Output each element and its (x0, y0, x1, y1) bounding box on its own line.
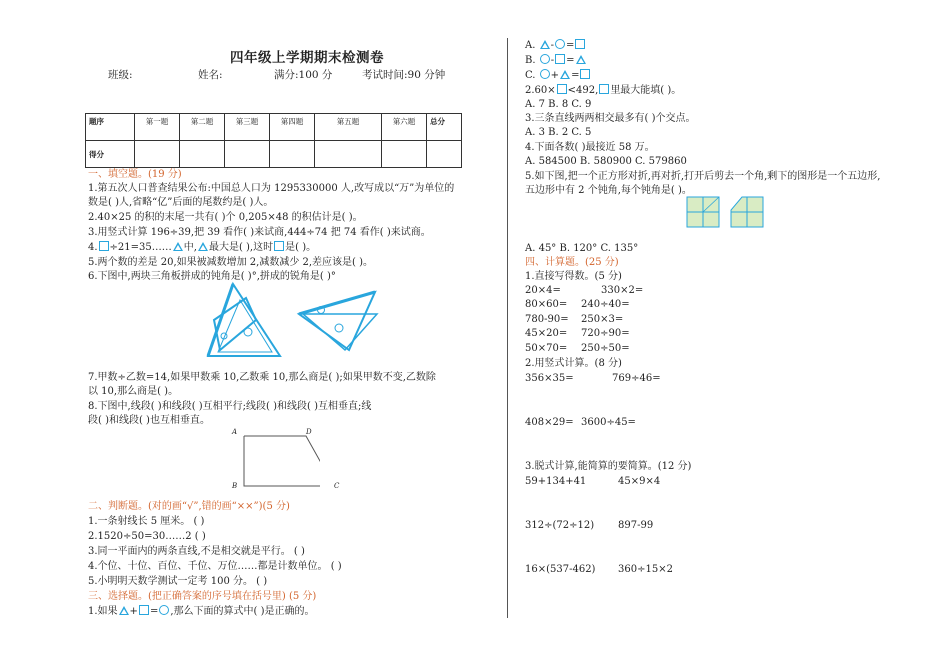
vertical-calc: 408×29= (525, 417, 574, 428)
score-input-cell[interactable] (135, 141, 180, 168)
point-label-b: B (232, 482, 238, 490)
square-icon (555, 54, 565, 64)
direct-calc: 720÷90= (581, 328, 630, 339)
q1-line2: 数是( )人,省略“亿”后面的尾数约是( )人。 (88, 197, 274, 208)
choice-q2 (525, 84, 681, 98)
calc-sub1: 1.直接写得数。(5 分) (525, 271, 622, 282)
score-cell: 第六题 (382, 114, 427, 141)
direct-calc: 45×20= (525, 328, 568, 339)
q1-line1: 1.第五次人口普查结果公布:中国总人口为 1295330000 人,改写成以“万”为单位的 (88, 183, 455, 194)
score-table-score-row (86, 141, 462, 168)
triangle-icon (576, 55, 586, 64)
judge-item: 5.小明明天数学测试一定考 100 分。 ( ) (88, 576, 268, 587)
direct-calc: 50×70= (525, 343, 568, 354)
score-cell: 第三题 (225, 114, 270, 141)
trapezoid-figure (230, 428, 320, 494)
square-icon (599, 84, 609, 94)
option-letter: A. (525, 40, 536, 51)
point-label-d: D (306, 428, 312, 436)
square-icon (580, 69, 590, 79)
score-input-cell[interactable] (225, 141, 270, 168)
q4-part: 是( )。 (285, 242, 317, 253)
square-icon (274, 241, 284, 251)
direct-calc: 250×3= (581, 314, 624, 325)
triangle-icon (198, 242, 208, 251)
score-cell: 第四题 (270, 114, 315, 141)
choice-q1-part: 1.如果 (88, 606, 118, 617)
score-input-cell[interactable] (270, 141, 315, 168)
circle-icon (540, 54, 550, 64)
stepwise-calc: 16×(537-462) (525, 564, 596, 575)
circle-icon (159, 605, 169, 615)
choice-q1 (88, 605, 315, 619)
set-square-figure-left (200, 280, 290, 362)
score-input-cell[interactable] (427, 141, 462, 168)
choice-q2-options[interactable]: A. 7 B. 8 C. 9 (525, 99, 592, 110)
choice-q1-part: ,那么下面的算式中( )是正确的。 (170, 606, 315, 617)
direct-calc: 330×2= (601, 285, 644, 296)
section2-title: 二、判断题。(对的画“√”,错的画“××”)(5 分) (88, 501, 290, 512)
q7-line2: 以 10,那么商是( )。 (88, 386, 179, 397)
section4-title: 四、计算题。(25 分) (525, 257, 619, 268)
choice-q1-option-b[interactable]: B. - = (525, 54, 587, 68)
circle-icon (555, 39, 565, 49)
circle-icon (540, 69, 550, 79)
direct-calc: 240÷40= (581, 299, 630, 310)
q4-part: 中, (183, 242, 197, 253)
score-cell: 第二题 (180, 114, 225, 141)
judge-item: 4.个位、十位、百位、千位、万位……都是计数单位。 ( ) (88, 561, 342, 572)
calc-sub3: 3.脱式计算,能简算的要简算。(12 分) (525, 461, 692, 472)
score-cell: 第五题 (315, 114, 382, 141)
choice-q5-line1: 5.如下图,把一个正方形对折,再对折,打开后剪去一个角,剩下的图形是一个五边形, (525, 171, 881, 182)
choice-q2-part: 2.60× (525, 85, 556, 96)
q8-line1: 8.下图中,线段( )和线段( )互相平行;线段( )和线段( )互相垂直;线 (88, 401, 372, 412)
score-cell: 题序 (86, 114, 135, 141)
score-input-cell[interactable] (382, 141, 427, 168)
page-title: 四年级上学期期末检测卷 (230, 50, 384, 66)
vertical-calc: 769÷46= (612, 373, 661, 384)
choice-q4-options[interactable]: A. 584500 B. 580900 C. 579860 (525, 156, 687, 167)
stepwise-calc: 897-99 (618, 520, 654, 531)
stepwise-calc: 360÷15×2 (618, 564, 673, 575)
vertical-calc: 356×35= (525, 373, 574, 384)
folded-square-figure (686, 196, 722, 228)
column-divider (507, 38, 508, 618)
score-table (85, 113, 462, 168)
q3: 3.用竖式计算 196÷39,把 39 看作( )来试商,444÷74 把 74 看作( )来试商。 (88, 227, 431, 238)
option-letter: B. (525, 55, 536, 66)
direct-calc: 780-90= (525, 314, 569, 325)
direct-calc: 20×4= (525, 285, 561, 296)
score-input-cell[interactable] (180, 141, 225, 168)
cut-pentagon-figure (730, 196, 766, 228)
q8-line2: 段( )和线段( )也互相垂直。 (88, 415, 210, 426)
q4 (88, 241, 316, 255)
triangle-icon (173, 242, 183, 251)
score-cell: 得分 (86, 141, 135, 168)
score-cell: 总分 (427, 114, 462, 141)
judge-item: 2.1520÷50=30……2 ( ) (88, 531, 206, 542)
judge-item: 1.一条射线长 5 厘米。 ( ) (88, 516, 205, 527)
direct-calc: 80×60= (525, 299, 568, 310)
judge-item: 3.同一平面内的两条直线,不是相交就是平行。 ( ) (88, 546, 305, 557)
stepwise-calc: 59+134+41 (525, 476, 587, 487)
stepwise-calc: 312÷(72÷12) (525, 520, 595, 531)
square-icon (575, 39, 585, 49)
stepwise-calc: 45×9×4 (618, 476, 661, 487)
q7-line1: 7.甲数÷乙数=14,如果甲数乘 10,乙数乘 10,那么商是( );如果甲数不变,乙数除 (88, 372, 436, 383)
choice-q2-part: <492, (567, 85, 599, 96)
class-label: 班级: (108, 69, 133, 81)
section1-title: 一、填空题。(19 分) (88, 169, 182, 180)
triangle-icon (560, 70, 570, 79)
choice-q3-options[interactable]: A. 3 B. 2 C. 5 (525, 127, 592, 138)
choice-q1-option-c[interactable]: C. + = (525, 69, 591, 83)
q6: 6.下图中,两块三角板拼成的钝角是( )°,拼成的锐角是( )° (88, 271, 336, 282)
calc-sub2: 2.用竖式计算。(8 分) (525, 358, 622, 369)
q4-part: 最大是( ),这时 (208, 242, 274, 253)
choice-q1-option-a[interactable]: A. - = (525, 39, 586, 53)
section3-title: 三、选择题。(把正确答案的序号填在括号里) (5 分) (88, 591, 317, 602)
full-score: 满分:100 分 (274, 69, 333, 81)
score-cell: 第一题 (135, 114, 180, 141)
option-letter: C. (525, 70, 536, 81)
score-table-header-row (86, 114, 462, 141)
q4-part: 4. (88, 242, 98, 253)
square-icon (99, 241, 109, 251)
triangle-icon (119, 606, 129, 615)
choice-q5-options[interactable]: A. 45° B. 120° C. 135° (525, 243, 639, 254)
name-label: 姓名: (198, 69, 223, 81)
square-icon (139, 605, 149, 615)
set-square-figure-right (295, 288, 385, 354)
square-icon (557, 84, 567, 94)
q2: 2.40×25 的积的末尾一共有( )个 0,205×48 的积估计是( )。 (88, 212, 363, 223)
choice-q1-part: + (129, 606, 138, 617)
choice-q3: 3.三条直线两两相交最多有( )个交点。 (525, 113, 696, 124)
direct-calc: 250÷50= (581, 343, 630, 354)
score-input-cell[interactable] (315, 141, 382, 168)
q5: 5.两个数的差是 20,如果被减数增加 2,减数减少 2,差应该是( )。 (88, 257, 374, 268)
choice-q4: 4.下面各数( )最接近 58 万。 (525, 142, 655, 153)
point-label-a: A (232, 428, 238, 436)
choice-q5-line2: 五边形中有 2 个钝角,每个钝角是( )。 (525, 185, 692, 196)
choice-q1-part: = (149, 606, 159, 617)
point-label-c: C (334, 482, 340, 490)
choice-q2-part: 里最大能填( )。 (610, 85, 682, 96)
exam-time: 考试时间:90 分钟 (362, 69, 446, 81)
q4-part: ÷21=35…… (109, 242, 172, 253)
triangle-icon (540, 40, 550, 49)
vertical-calc: 3600÷45= (581, 417, 636, 428)
